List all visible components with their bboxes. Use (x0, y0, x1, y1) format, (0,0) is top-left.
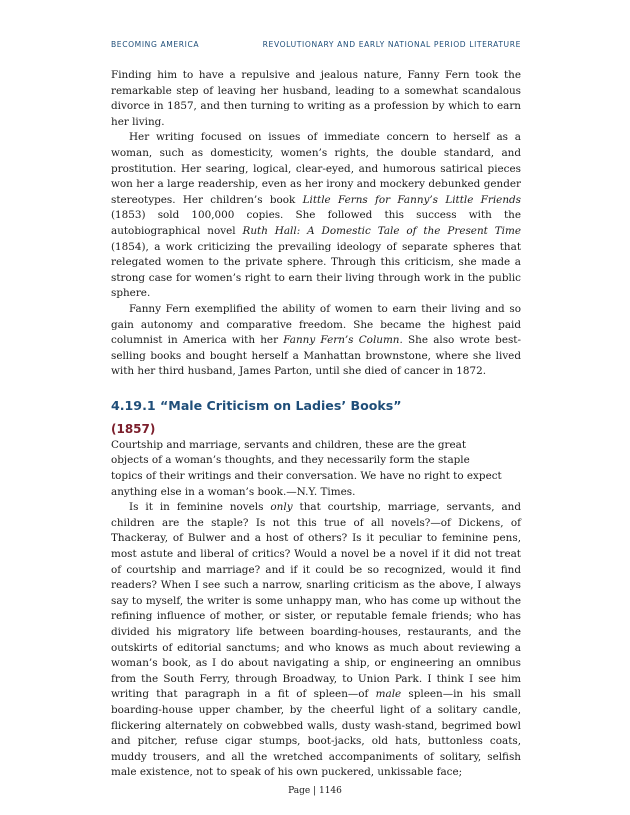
main-text (111, 68, 521, 781)
paragraph-2: Her writing focused on issues of immediate concern to herself as a woman, such as domesticity, women’s rights, the double standard, and prostitution. Her searing, logical, clear-eyed, and humorous satirical pieces won her a large readership, even as her irony and mockery debunked gender stereotypes. Her children’s book Little Ferns for Fanny’s Little Friends (1853) sold 100,000 copies. She followed this success with the autobiographical novel Ruth Hall: A Domestic Tale of the Present Time (1854), a work criticizing the prevailing ideology of separate spheres that relegated women to the private sphere. Through this criticism, she made a strong case for women’s right to earn their living through work in the public sphere. (111, 131, 521, 300)
emphasis-only: only (270, 501, 293, 514)
page-number: Page | 1146 (288, 786, 342, 796)
section-year: (1857) (111, 421, 156, 436)
paragraph-3: Fanny Fern exemplified the ability of women to earn their living and so gain autonomy and comparative freedom. She became the highest paid columnist in America with her Fanny Fern’s Column. She also wrote best-selling books and bought herself a Manhattan brownstone, where she lived with her third husband, James Parton, until she died of cancer in 1872. (111, 302, 521, 378)
book-title-little-ferns: Little Ferns for Fanny’s Little Friends (302, 193, 521, 206)
paragraph-4: Is it in feminine novels only that courtship, marriage, servants, and children are the staple? Is not this true of all novels?—of Dickens, of Thackeray, of Bulwer and a host of others? Is it peculiar to feminine pens, most astute and liberal of critics? Would a novel be a novel if it did not treat of courtship and marriage? and if it could be so recognized, would it find readers? When I see such a narrow, snarling criticism as the above, I always say to myself, the writer is some unhappy man, who has come up without the refining influence of mother, or sister, or reputable female friends; who has divided his migratory life between boarding-houses, restaurants, and the outskirts of editorial sanctums; and who knows as much about reviewing a woman’s book, as I do about navigating a ship, or engineering an omnibus from the South Ferry, through Broadway, to Union Park. I think I see him writing that paragraph in a fit of spleen—of male spleen—in his small boarding-house upper chamber, by the cheerful light of a solitary candle, flickering alternately on cobwebbed walls, dusty wash-stand, begrimed bowl and pitcher, refuse cigar stumps, boot-jacks, old hats, buttonless coats, muddy trousers, and all the wretched accompaniments of solitary, selfish male existence, not to speak of his own puckered, unkissable face; (111, 501, 521, 779)
header-book-title: BECOMING AMERICA (111, 40, 200, 49)
header-section-title: REVOLUTIONARY AND EARLY NATIONAL PERIOD LITERATURE (262, 40, 521, 49)
running-header (111, 40, 521, 49)
column-title: Fanny Fern’s Column (283, 334, 400, 347)
paragraph-1: Finding him to have a repulsive and jealous nature, Fanny Fern took the remarkable step of leaving her husband, leading to a somewhat scandalous divorce in 1857, and then turning to writing as a profession by which to earn her living. (111, 69, 521, 128)
emphasis-male: male (375, 688, 402, 701)
epigraph-quote: Courtship and marriage, servants and children, these are the great objects of a woman’s thoughts, and they necessarily form the staple topics of their writings and their conversation. We have no right to expect anything else in a woman’s book.—N.Y. Times. (111, 438, 502, 498)
section-heading: 4.19.1 “Male Criticism on Ladies’ Books” (111, 397, 402, 413)
book-title-ruth-hall: Ruth Hall: A Domestic Tale of the Present Time (242, 224, 521, 237)
